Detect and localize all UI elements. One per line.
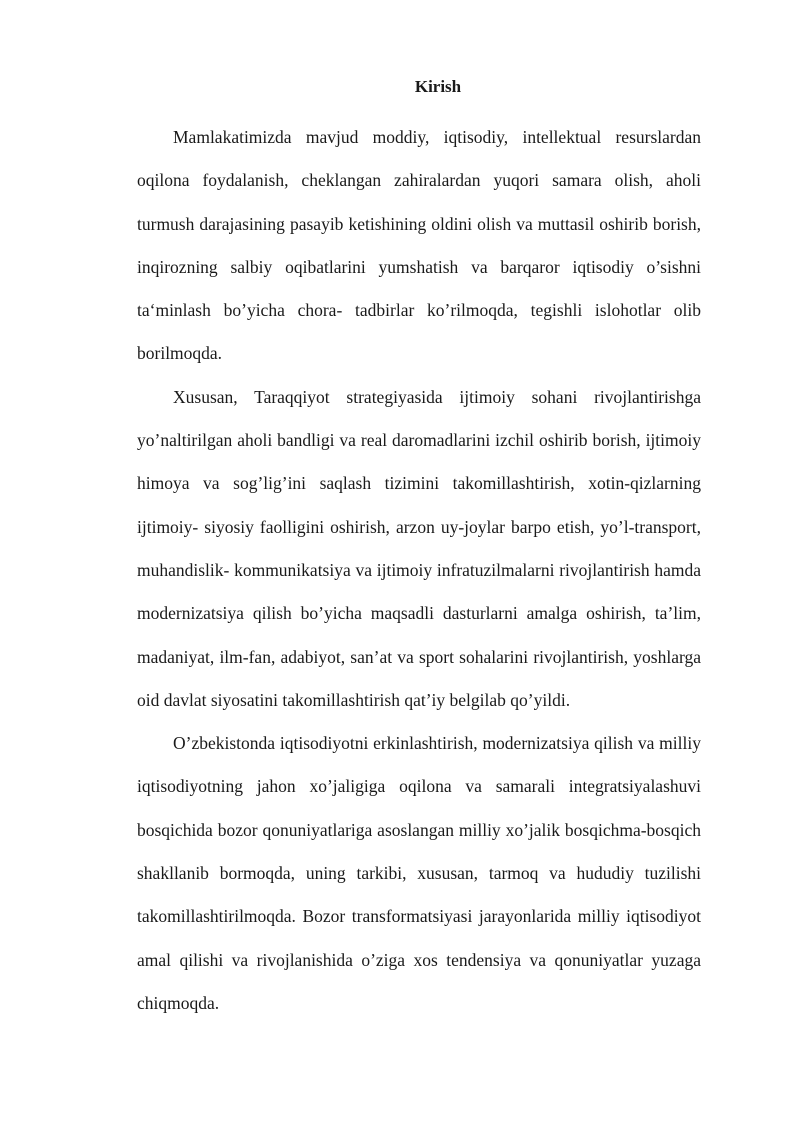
paragraph-2: Xususan, Taraqqiyot strategiyasida ijtimoiy sohani rivojlantirishga yo’naltirilgan aholi bandligi va real daromadlarini izchil oshirib borish, ijtimoiy himoya va sog’lig’ini saqlash tizimini takomillashtirish, xotin-qizlarning ijtimoiy- siyosiy faolligini oshirish, arzon uy-joylar barpo etish, yo’l-transport, muhandislik- kommunikatsiya va ijtimoiy infratuzilmalarni rivojlantirish hamda modernizatsiya qilish bo’yicha maqsadli dasturlarni amalga oshirish, ta’lim, madaniyat, ilm-fan, adabiyot, san’at va sport sohalarini rivojlantirish, yoshlarga oid davlat siyosatini takomillashtirish qat’iy belgilab qo’yildi.: [137, 386, 701, 710]
page-title: Kirish: [414, 77, 462, 96]
document-body: [137, 116, 701, 1025]
paragraph-3: O’zbekistonda iqtisodiyotni erkinlashtirish, modernizatsiya qilish va milliy iqtisodiyotning jahon xo’jaligiga oqilona va samarali integratsiyalashuvi bosqichida bozor qonuniyatlariga asoslangan milliy xo’jalik bosqichma-bosqich shakllanib bormoqda, uning tarkibi, xususan, tarmoq va hududiy tuzilishi takomillashtirilmoqda. Bozor transformatsiyasi jarayonlarida milliy iqtisodiyot amal qilishi va rivojlanishida o’ziga xos tendensiya va qonuniyatlar yuzaga chiqmoqda.: [137, 733, 701, 1013]
paragraph-1: Mamlakatimizda mavjud moddiy, iqtisodiy, intellektual resurslardan oqilona foydalanish, cheklangan zahiralardan yuqori samara olish, aholi turmush darajasining pasayib ketishining oldini olish va muttasil oshirib borish, inqirozning salbiy oqibatlarini yumshatish va barqaror iqtisodiy o’sishni ta‘minlash bo’yicha chora- tadbirlar ko’rilmoqda, tegishli islohotlar olib borilmoqda.: [137, 127, 701, 364]
